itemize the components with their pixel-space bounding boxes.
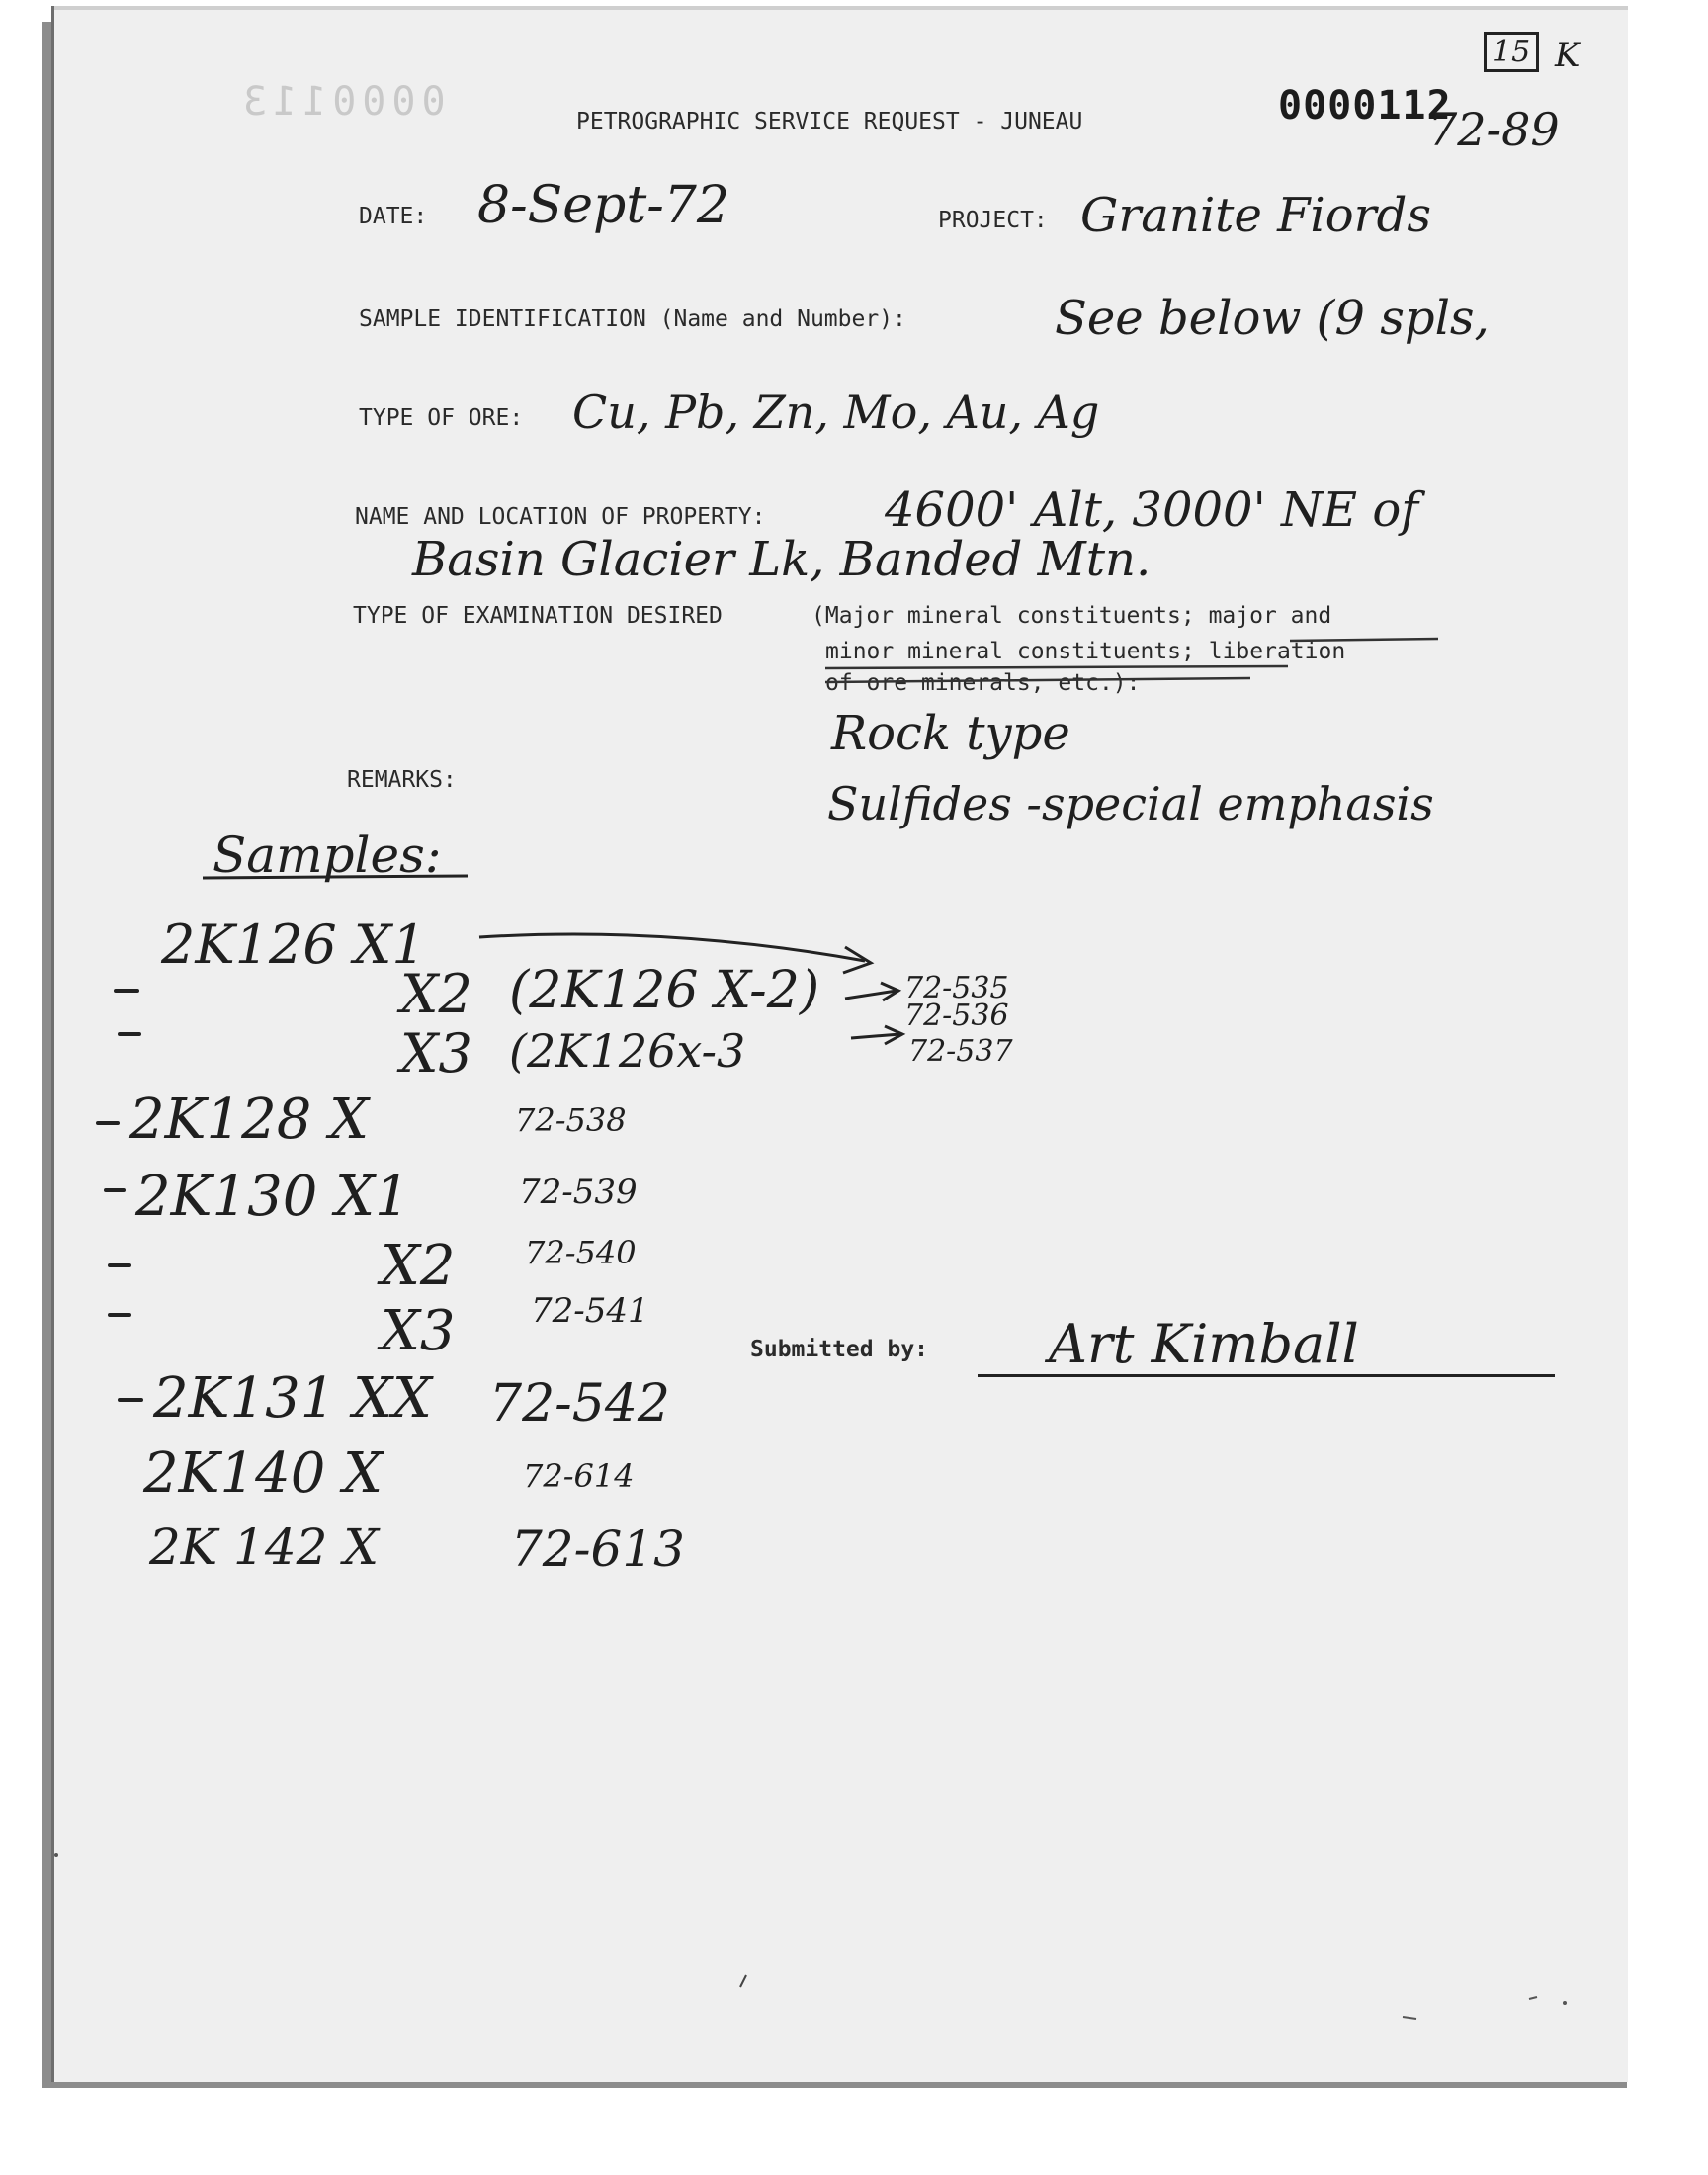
- ore-label: TYPE OF ORE:: [359, 405, 524, 431]
- stamp-number: 0000112: [1278, 83, 1452, 129]
- remarks-value: Sulfides -special emphasis: [827, 777, 1434, 830]
- submitted-by-label: Submitted by:: [750, 1337, 929, 1362]
- ore-value: Cu, Pb, Zn, Mo, Au, Ag: [572, 386, 1100, 439]
- sample-note: (2K126x-3: [509, 1024, 746, 1078]
- ghost-number: 0000113: [237, 79, 446, 125]
- exam-options-line-2: minor mineral constituents; liberation: [825, 639, 1346, 664]
- exam-label: TYPE OF EXAMINATION DESIRED: [353, 603, 723, 629]
- property-value-line-2: Basin Glacier Lk, Banded Mtn.: [412, 532, 1152, 587]
- sample-number: 72-541: [531, 1291, 649, 1331]
- form-title: PETROGRAPHIC SERVICE REQUEST - JUNEAU: [576, 109, 1083, 134]
- sample-id: 2K128 X: [129, 1088, 370, 1152]
- sample-id: 2K140 X: [143, 1441, 384, 1506]
- property-value-line-1: 4600' Alt, 3000' NE of: [885, 482, 1418, 538]
- samples-heading: Samples:: [213, 826, 442, 884]
- remarks-label: REMARKS:: [347, 767, 457, 793]
- exam-value: Rock type: [831, 706, 1070, 761]
- date-label: DATE:: [359, 204, 428, 229]
- sample-number: 72-539: [519, 1173, 638, 1212]
- sample-number: 72-540: [525, 1234, 637, 1271]
- file-box-number: 15: [1484, 32, 1539, 72]
- project-label: PROJECT:: [938, 208, 1048, 233]
- sample-number: 72-536: [904, 999, 1009, 1033]
- property-label: NAME AND LOCATION OF PROPERTY:: [355, 504, 766, 530]
- sample-note: (2K126 X-2): [509, 961, 820, 1020]
- project-value: Granite Fiords: [1080, 188, 1431, 243]
- sample-id: 2K126 X1: [161, 914, 426, 976]
- sample-id-value: See below (9 spls,: [1055, 291, 1490, 346]
- handwritten-strokes: [54, 6, 1628, 2082]
- document-page: [51, 6, 1628, 2082]
- sample-number: 72-537: [908, 1034, 1013, 1069]
- sample-id: X3: [381, 1299, 456, 1363]
- sample-number: 72-538: [515, 1101, 627, 1139]
- sample-id: X2: [381, 1234, 456, 1298]
- exam-options-line-1: (Major mineral constituents; major and: [811, 603, 1332, 629]
- sample-number: 72-542: [489, 1374, 670, 1434]
- sample-number: 72-535: [904, 971, 1009, 1005]
- sample-number: 72-614: [523, 1457, 635, 1495]
- date-value: 8-Sept-72: [477, 176, 729, 235]
- signature-line: [978, 1374, 1555, 1377]
- sample-id: X2: [400, 963, 472, 1025]
- submitted-by-signature: Art Kimball: [1049, 1313, 1359, 1375]
- exam-options-line-3: of ore minerals, etc.):: [825, 670, 1141, 696]
- sample-number: 72-613: [511, 1521, 685, 1578]
- sample-id: X3: [400, 1022, 472, 1085]
- sample-id: 2K130 X1: [135, 1165, 410, 1229]
- sample-id-label: SAMPLE IDENTIFICATION (Name and Number):: [359, 306, 906, 332]
- file-box-suffix: K: [1555, 36, 1580, 75]
- file-code: 72-89: [1428, 103, 1560, 156]
- sample-id: 2K131 XX: [153, 1366, 432, 1431]
- sample-id: 2K 142 X: [149, 1519, 379, 1576]
